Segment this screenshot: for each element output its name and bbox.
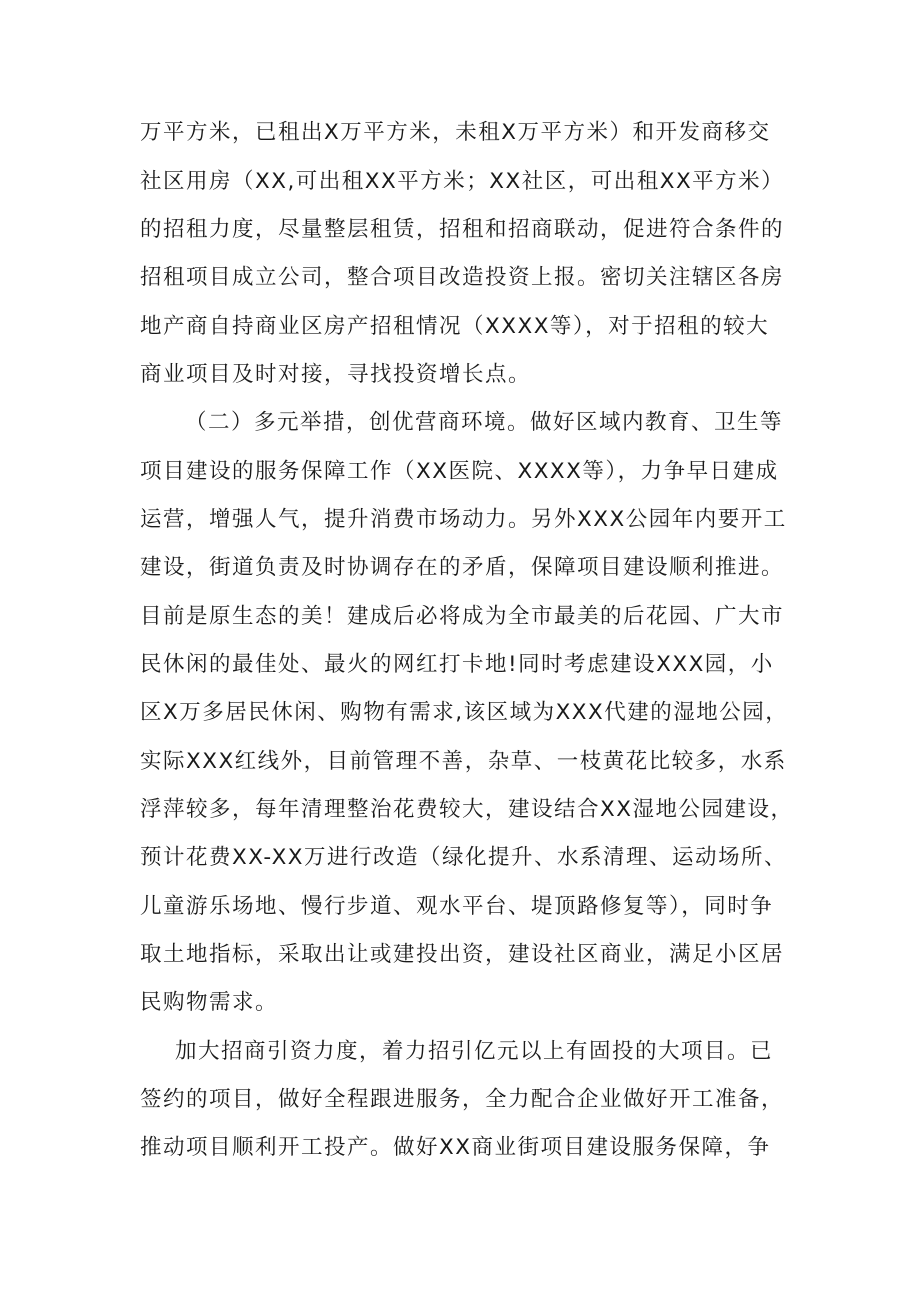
text-line: 社区用房（XX,可出租XX平方米；XX社区，可出租XX平方米） — [140, 169, 785, 194]
text-line: 运营，增强人气，提升消费市场动力。另外XXX公园年内要开工 — [140, 507, 787, 532]
text-line: 的招租力度，尽量整层租赁，招租和招商联动，促进符合条件的 — [140, 217, 785, 242]
text-line: 实际XXX红线外，目前管理不善，杂草、一枝黄花比较多，水系 — [140, 749, 787, 774]
text-line: 预计花费XX-XX万进行改造（绿化提升、水系清理、运动场所、 — [140, 845, 788, 870]
section-heading-line: （二）多元举措，创优营商环境。做好区域内教育、卫生等 — [185, 410, 784, 435]
text-line: 项目建设的服务保障工作（XX医院、XXXX等），力争早日建成 — [140, 459, 779, 484]
text-line: 民购物需求。 — [140, 990, 279, 1015]
text-line: 民休闲的最佳处、最火的网红打卡地!同时考虑建设XXX园，小 — [140, 652, 774, 677]
text-line: 地产商自持商业区房产招租情况（XXXX等），对于招租的较大 — [140, 314, 770, 339]
text-line: 目前是原生态的美！建成后必将成为全市最美的后花园、广大市 — [140, 604, 785, 629]
text-line: 商业项目及时对接，寻找投资增长点。 — [140, 362, 532, 387]
paragraph-start-line: 加大招商引资力度，着力招引亿元以上有固投的大项目。已 — [175, 1039, 774, 1064]
text-line: 区X万多居民休闲、购物有需求,该区域为XXX代建的湿地公园， — [140, 700, 789, 725]
text-line: 推动项目顺利开工投产。做好XX商业街项目建设服务保障，争 — [140, 1135, 771, 1160]
text-line: 签约的项目，做好全程跟进服务，全力配合企业做好开工准备， — [140, 1087, 785, 1112]
text-line: 浮萍较多，每年清理整治花费较大，建设结合XX湿地公园建设， — [140, 797, 794, 822]
text-line: 取土地指标，采取出让或建投出资，建设社区商业，满足小区居 — [140, 942, 785, 967]
text-line: 建设，街道负责及时协调存在的矛盾，保障项目建设顺利推进。 — [140, 555, 785, 580]
text-line: 招租项目成立公司，整合项目改造投资上报。密切关注辖区各房 — [140, 265, 785, 290]
text-line: 万平方米，已租出X万平方米，未租X万平方米）和开发商移交 — [140, 120, 771, 145]
text-line: 儿童游乐场地、慢行步道、观水平台、堤顶路修复等），同时争 — [140, 894, 774, 919]
